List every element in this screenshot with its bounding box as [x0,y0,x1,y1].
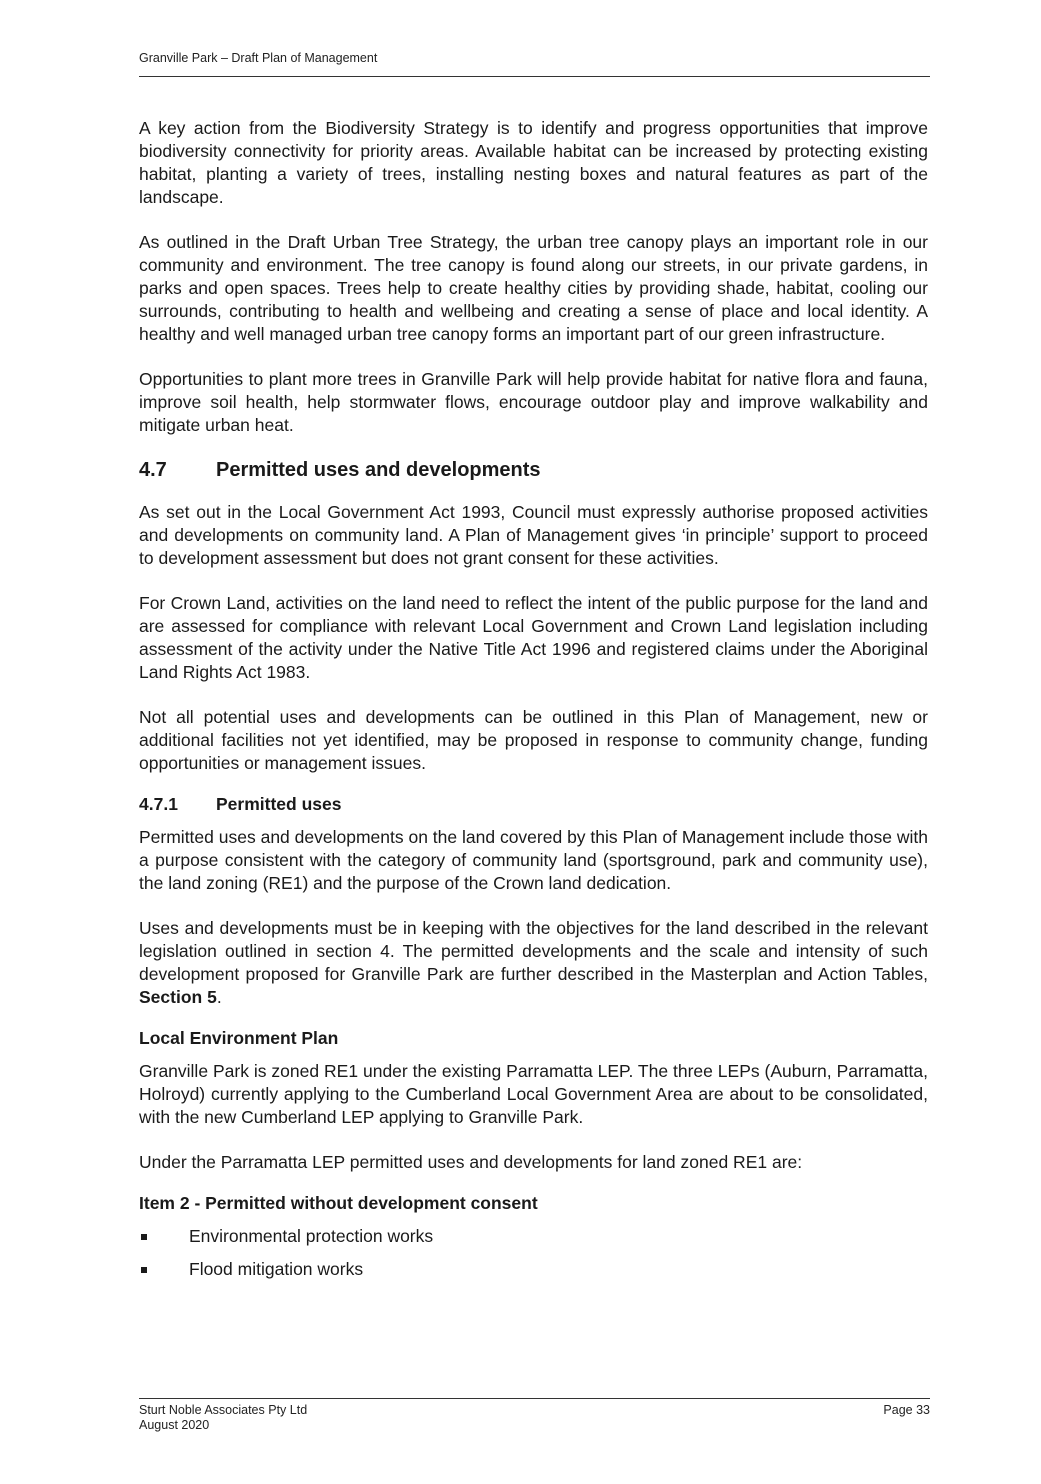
subsection-paragraph-1: Permitted uses and developments on the land covered by this Plan of Management include those with a purpose consistent with the category of community land (sportsground, park and community use), the land zoning (RE1) and the purpose of the Crown land dedication. [139,827,928,893]
subsection-paragraph-2 [139,917,928,1009]
lep-paragraph-1: Granville Park is zoned RE1 under the existing Parramatta LEP. The three LEPs (Auburn, Parramatta, Holroyd) currently applying to the Cumberland Local Government Area are about to be consolidated, with the new Cumberland LEP applying to Granville Park. [139,1061,928,1127]
intro-paragraph-1: A key action from the Biodiversity Strategy is to identify and progress opportunities that improve biodiversity connectivity for priority areas. Available habitat can be increased by protecting existing habitat, planting a variety of trees, installing nesting boxes and natural features as part of the landscape. [139,118,928,207]
footer-left [139,1403,307,1433]
footer-date: August 2020 [139,1418,210,1432]
lep-heading: Local Environment Plan [139,1028,339,1048]
section-heading-4-7 [139,457,928,483]
item-2-heading: Item 2 - Permitted without development consent [139,1193,538,1213]
page-header-title: Granville Park – Draft Plan of Management [139,51,378,65]
section-number: 4.7 [139,459,167,481]
section-4-7-paragraph-1: As set out in the Local Government Act 1993, Council must expressly authorise proposed activities and developments on community land. A Plan of Management gives ‘in principle’ support to proceed to development assessment but does not grant consent for these activities. [139,502,928,568]
list-item-text: Flood mitigation works [189,1259,364,1279]
lep-paragraph-2: Under the Parramatta LEP permitted uses and developments for land zoned RE1 are: [139,1152,803,1172]
subsection-title: Permitted uses [216,794,342,814]
subsection-heading-4-7-1 [139,793,928,816]
intro-paragraph-2: As outlined in the Draft Urban Tree Strategy, the urban tree canopy plays an important role in our community and environment. The tree canopy is found along our streets, in our private gardens, in parks and open spaces. Trees help to create healthy cities by providing shade, habitat, cooling our surrounds, contributing to health and wellbeing and creating a sense of place and local identity. A healthy and well managed urban tree canopy forms an important part of our green infrastructure. [139,232,928,344]
bullet-square-icon [141,1267,147,1273]
page-content [139,117,928,1291]
subsection-number: 4.7.1 [139,794,178,814]
footer-divider [139,1398,930,1399]
subsection-paragraph-2-text: Uses and developments must be in keeping with the objectives for the land described in the relevant legislation outlined in section 4. The permitted developments and the scale and intensity of such development proposed for Granville Park are further described in the Masterplan and Action Tables, [139,918,928,984]
section-reference: Section 5 [139,987,217,1007]
list-item-text: Environmental protection works [189,1226,434,1246]
footer-company: Sturt Noble Associates Pty Ltd [139,1403,308,1417]
permitted-list [139,1225,928,1281]
footer-page-number: Page 33 [883,1403,930,1417]
subsection-paragraph-2-end: . [216,987,222,1007]
header-divider [139,76,930,77]
intro-paragraph-3: Opportunities to plant more trees in Granville Park will help provide habitat for native flora and fauna, improve soil health, help stormwater flows, encourage outdoor play and improve walkability and mitigate urban heat. [139,369,928,435]
list-item [139,1225,928,1248]
section-4-7-paragraph-3: Not all potential uses and developments can be outlined in this Plan of Management, new or additional facilities not yet identified, may be proposed in response to community change, funding opportunities or management issues. [139,707,928,773]
section-title: Permitted uses and developments [216,459,541,481]
section-4-7-paragraph-2: For Crown Land, activities on the land need to reflect the intent of the public purpose for the land and are assessed for compliance with relevant Local Government and Crown Land legislation including assessment of the activity under the Native Title Act 1996 and registered claims under the Aboriginal Land Rights Act 1983. [139,593,928,682]
list-item [139,1258,928,1281]
bullet-square-icon [141,1234,147,1240]
